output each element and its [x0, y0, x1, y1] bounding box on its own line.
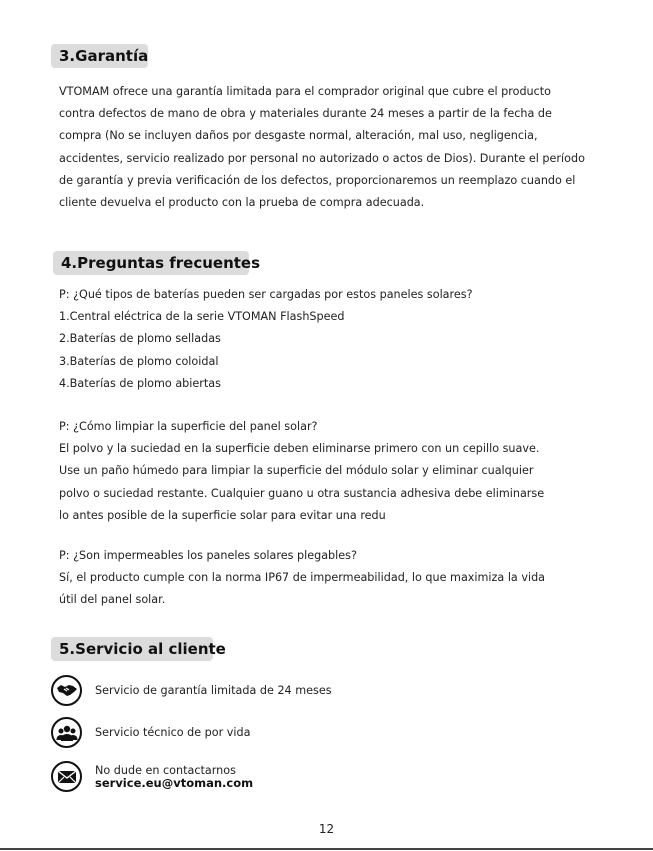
bottom-divider [0, 848, 653, 850]
faq-answer-line: útil del panel solar. [59, 593, 166, 607]
faq-answer-line: polvo o suciedad restante. Cualquier guano u otra sustancia adhesiva debe eliminarse [59, 486, 545, 500]
page-number: 12 [318, 822, 335, 836]
service-contact [95, 764, 253, 790]
faq-question: P: ¿Son impermeables los paneles solares plegables? [59, 549, 357, 562]
service-item-warranty [51, 675, 332, 706]
text-line: compra (No se incluyen daños por desgaste normal, alteración, mal uso, negligencia, [59, 129, 538, 143]
envelope-icon [51, 761, 82, 792]
text-line: contra defectos de mano de obra y materiales durante 24 meses a partir de la fecha de [59, 107, 552, 121]
section-heading-warranty: 3.Garantía [51, 44, 148, 68]
faq-question: P: ¿Qué tipos de baterías pueden ser cargadas por estos paneles solares? [59, 288, 473, 301]
faq-answer-line: lo antes posible de la superficie solar para evitar una redu [59, 508, 386, 522]
service-item-contact [51, 761, 253, 792]
faq-answer-line: 2.Baterías de plomo selladas [59, 332, 221, 346]
faq-answer-line: 3.Baterías de plomo coloidal [59, 354, 219, 368]
handshake-icon [51, 675, 82, 706]
text-line: de garantía y previa verificación de los defectos, proporcionaremos un reemplazo cuando el [59, 173, 576, 187]
faq-answer-line: 1.Central eléctrica de la serie VTOMAN FlashSpeed [59, 310, 345, 324]
faq-answer-line: El polvo y la suciedad en la superficie deben eliminarse primero con un cepillo suave. [59, 442, 540, 456]
text-line: VTOMAM ofrece una garantía limitada para el comprador original que cubre el producto [59, 85, 552, 98]
service-label: Servicio técnico de por vida [95, 726, 251, 739]
service-label: Servicio de garantía limitada de 24 meses [95, 684, 332, 697]
faq-answer-line: Sí, el producto cumple con la norma IP67 de impermeabilidad, lo que maximiza la vida [59, 571, 546, 585]
people-group-icon [51, 717, 82, 748]
section-heading-faq: 4.Preguntas frecuentes [53, 251, 249, 275]
faq-battery-types [59, 284, 619, 395]
faq-waterproof [59, 545, 619, 612]
faq-answer-line: Use un paño húmedo para limpiar la superficie del módulo solar y eliminar cualquier [59, 464, 534, 478]
section-heading-service: 5.Servicio al cliente [51, 637, 213, 661]
faq-cleaning [59, 416, 619, 527]
faq-question: P: ¿Cómo limpiar la superficie del panel solar? [59, 420, 318, 433]
service-item-tech-support [51, 717, 250, 748]
text-line: cliente devuelva el producto con la prueba de compra adecuada. [59, 195, 425, 209]
contact-email-link[interactable]: service.eu@vtoman.com [95, 775, 254, 790]
service-label: No dude en contactarnos [95, 763, 236, 777]
faq-answer-line: 4.Baterías de plomo abiertas [59, 376, 221, 390]
text-line: accidentes, servicio realizado por personal no autorizado o actos de Dios). Durante el período [59, 151, 585, 165]
warranty-paragraph [59, 81, 619, 214]
